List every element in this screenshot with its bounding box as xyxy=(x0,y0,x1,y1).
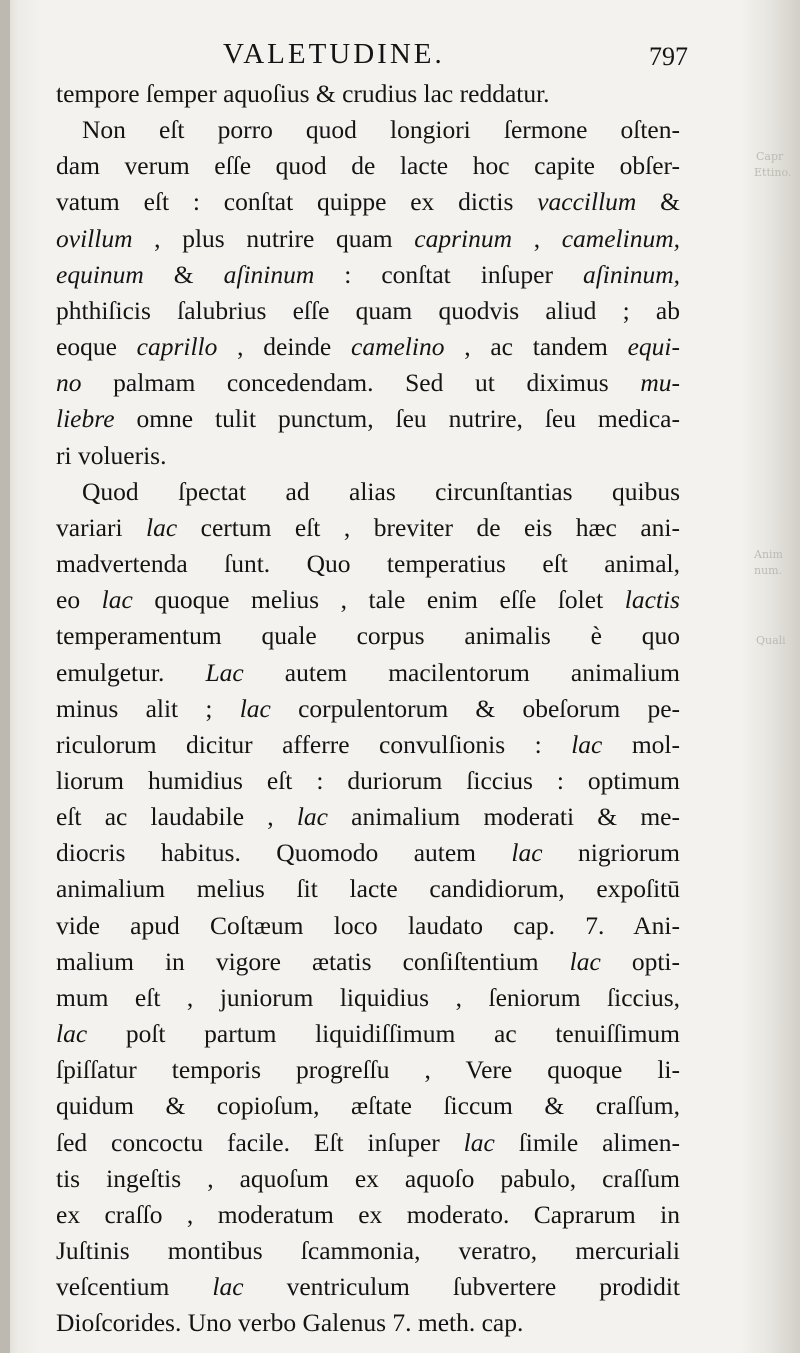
page-header xyxy=(58,36,688,76)
italic-term: ovillum xyxy=(56,223,133,253)
text-run: ventriculum ſubvertere prodidit xyxy=(243,1272,680,1302)
text-run: temperamentum quale corpus animalis è quo xyxy=(56,621,680,651)
text-run: ſimile alimen- xyxy=(494,1127,680,1157)
text-line xyxy=(56,1305,680,1341)
text-run: ſpiſſatur temporis progreſſu , Vere quoque li- xyxy=(56,1055,680,1085)
italic-term: Lac xyxy=(205,657,244,687)
text-run: ſed concoctu facile. Eſt inſuper xyxy=(56,1127,464,1157)
text-line xyxy=(56,76,680,112)
margin-note: num. xyxy=(754,564,783,577)
italic-term: lac xyxy=(463,1127,495,1157)
italic-term: no xyxy=(56,368,82,398)
italic-term: lac xyxy=(239,693,271,723)
italic-term: liebre xyxy=(56,404,115,434)
italic-term: lac xyxy=(101,585,133,615)
body-text xyxy=(56,76,680,1341)
text-line xyxy=(56,438,680,474)
text-run: veſcentium xyxy=(56,1272,213,1302)
text-line xyxy=(56,1016,680,1052)
text-run: ex craſſo , moderatum ex moderato. Caprarum in xyxy=(56,1199,680,1229)
text-run: madvertenda ſunt. Quo temperatius eſt animal, xyxy=(56,549,680,579)
text-line xyxy=(56,112,680,148)
text-run: palmam concedendam. Sed ut diximus xyxy=(81,368,641,398)
text-line xyxy=(56,293,680,329)
text-line xyxy=(56,1269,680,1305)
page-gutter xyxy=(0,0,10,1353)
text-line xyxy=(56,980,680,1016)
text-run: corpulentorum & obeſorum pe- xyxy=(270,693,681,723)
text-line xyxy=(56,329,680,365)
italic-term: lac xyxy=(296,802,328,832)
text-run: quidum & copioſum, æſtate ſiccum & craſſum, xyxy=(56,1091,680,1121)
text-line xyxy=(56,1197,680,1233)
italic-term: camelino xyxy=(351,332,445,362)
italic-term: mu- xyxy=(640,368,680,398)
text-line xyxy=(56,257,680,293)
text-run: eoque xyxy=(56,332,137,362)
text-run: Juſtinis montibus ſcammonia, veratro, mercuriali xyxy=(56,1236,680,1265)
text-line xyxy=(56,1052,680,1088)
text-line xyxy=(56,1233,680,1269)
text-run: tempore ſemper aquoſius & crudius lac reddatur. xyxy=(56,79,550,108)
text-run: Quod ſpectat ad alias circunſtantias quibus xyxy=(82,476,680,506)
text-run: poſt partum liquidiſſimum ac tenuiſſimum xyxy=(87,1019,680,1049)
text-line xyxy=(56,655,680,691)
text-line xyxy=(56,871,680,907)
text-line xyxy=(56,908,680,944)
text-run: liorum humidius eſt : duriorum ſiccius : optimum xyxy=(56,765,680,795)
text-line xyxy=(56,727,680,763)
text-run: animalium melius ſit lacte candidiorum, expoſitū xyxy=(56,874,680,904)
text-run: mum eſt , juniorum liquidius , ſeniorum ſiccius, xyxy=(56,982,680,1012)
text-line xyxy=(56,1125,680,1161)
page-number: 797 xyxy=(649,42,688,71)
text-line xyxy=(56,799,680,835)
text-run: certum eſt , breviter de eis hæc ani- xyxy=(177,512,680,542)
text-run: diocris habitus. Quomodo autem xyxy=(56,838,512,868)
text-run: , plus nutrire quam xyxy=(132,223,415,253)
text-run: riculorum dicitur afferre convulſionis : xyxy=(56,729,572,759)
italic-term: vaccillum xyxy=(537,187,637,217)
text-run: opti- xyxy=(600,946,680,976)
italic-term: lac xyxy=(511,838,543,868)
text-line xyxy=(56,944,680,980)
text-line xyxy=(56,510,680,546)
margin-notes xyxy=(740,0,800,1353)
italic-term: lactis xyxy=(624,585,680,615)
text-run: variari xyxy=(56,512,147,542)
margin-note: Quali xyxy=(756,634,786,647)
text-line xyxy=(56,691,680,727)
text-run: omne tulit punctum, ſeu nutrire, ſeu medica- xyxy=(114,404,680,434)
text-run: : conſtat inſuper xyxy=(314,259,583,289)
text-line xyxy=(56,221,680,257)
text-run: eo xyxy=(56,585,102,615)
margin-note: Anim xyxy=(754,548,783,561)
italic-term: caprinum xyxy=(414,223,513,253)
running-head: VALETUDINE. xyxy=(223,38,445,70)
text-line xyxy=(56,618,680,654)
text-run: emulgetur. xyxy=(56,657,206,687)
margin-note: Capr xyxy=(756,150,784,163)
text-run: minus alit ; xyxy=(56,693,240,723)
text-run: Dioſcorides. Uno verbo Galenus 7. meth. cap. xyxy=(56,1308,524,1338)
text-run: ri volueris. xyxy=(56,440,167,470)
text-run: mol- xyxy=(602,729,680,759)
text-run: quoque melius , tale enim eſſe ſolet xyxy=(132,585,625,615)
italic-term: camelinum, xyxy=(561,223,680,253)
text-run: autem macilentorum animalium xyxy=(243,657,680,687)
text-line xyxy=(56,763,680,799)
italic-term: lac xyxy=(56,1019,88,1049)
text-run: animalium moderati & me- xyxy=(327,802,680,832)
text-run: nigriorum xyxy=(542,838,680,868)
text-line xyxy=(56,1088,680,1124)
italic-term: equinum xyxy=(56,259,144,289)
text-run: malium in vigore ætatis conſiſtentium xyxy=(56,946,570,976)
text-line xyxy=(56,365,680,401)
italic-term: lac xyxy=(571,729,603,759)
text-run: tis ingeſtis , aquoſum ex aquoſo pabulo, craſſum xyxy=(56,1163,680,1193)
italic-term: aſininum xyxy=(223,259,315,289)
text-run: vide apud Coſtæum loco laudato cap. 7. Ani- xyxy=(56,910,680,940)
italic-term: equi- xyxy=(627,332,680,362)
italic-term: aſininum, xyxy=(582,259,680,289)
text-line xyxy=(56,184,680,220)
text-run: Non eſt porro quod longiori ſermone oſten- xyxy=(82,115,680,145)
text-line xyxy=(56,546,680,582)
italic-term: lac xyxy=(146,512,178,542)
text-run: eſt ac laudabile , xyxy=(56,802,297,832)
text-line xyxy=(56,474,680,510)
italic-term: lac xyxy=(569,946,601,976)
text-run: , ac tandem xyxy=(444,332,628,362)
italic-term: caprillo xyxy=(136,332,218,362)
margin-note: Ettino. xyxy=(754,166,792,179)
text-line xyxy=(56,835,680,871)
text-run: & xyxy=(143,259,224,289)
text-run: vatum eſt : conſtat quippe ex dictis xyxy=(56,187,538,217)
text-line xyxy=(56,401,680,437)
text-line xyxy=(56,582,680,618)
text-run: phthiſicis ſalubrius eſſe quam quodvis aliud ; ab xyxy=(56,295,680,325)
text-line xyxy=(56,1161,680,1197)
text-run: & xyxy=(636,187,680,217)
text-run: dam verum eſſe quod de lacte hoc capite obſer- xyxy=(56,151,680,181)
italic-term: lac xyxy=(212,1272,244,1302)
text-line xyxy=(56,148,680,184)
text-run: , xyxy=(512,223,562,253)
text-run: , deinde xyxy=(217,332,351,362)
